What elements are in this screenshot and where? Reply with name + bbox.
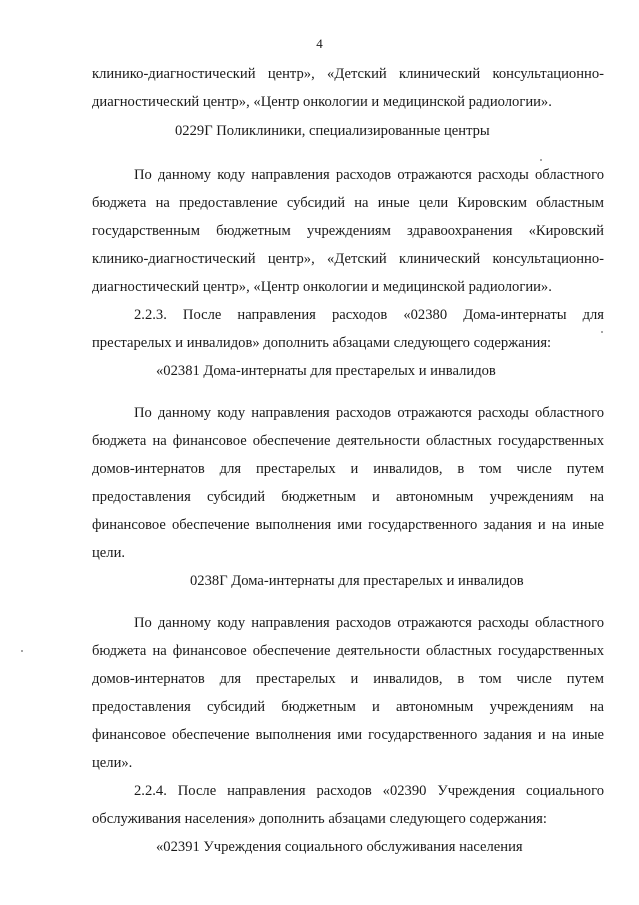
text-line: домов-интернатов для престарелых и инвалидов, в том числе путем (92, 461, 604, 477)
text-line: цели». (92, 755, 133, 771)
text-line: По данному коду направления расходов отражаются расходы областного (134, 615, 604, 631)
text-line: клинико-диагностический центр», «Детский клинический консультационно- (92, 251, 604, 267)
scan-speck (540, 159, 542, 161)
text-line: государственным бюджетным учреждениям здравоохранения «Кировский (92, 223, 604, 239)
text-line: бюджета на финансовое обеспечение деятельности областных государственных (92, 433, 604, 449)
scan-speck (601, 331, 603, 333)
text-line: По данному коду направления расходов отражаются расходы областного (134, 405, 604, 421)
page-number: 4 (316, 36, 323, 51)
text-line: обслуживания населения» дополнить абзацами следующего содержания: (92, 811, 547, 827)
text-line: бюджета на финансовое обеспечение деятельности областных государственных (92, 643, 604, 659)
text-line: По данному коду направления расходов отражаются расходы областного (134, 167, 604, 183)
text-line: престарелых и инвалидов» дополнить абзацами следующего содержания: (92, 335, 552, 351)
text-line: бюджета на предоставление субсидий на иные цели Кировским областным (92, 195, 604, 211)
scan-speck (21, 650, 23, 652)
text-line: клинико-диагностический центр», «Детский клинический консультационно- (92, 66, 604, 82)
text-line: финансовое обеспечение выполнения ими государственного задания и на иные (92, 517, 604, 533)
text-line: 2.2.4. После направления расходов «02390 Учреждения социального (134, 783, 604, 799)
text-line: финансовое обеспечение выполнения ими государственного задания и на иные (92, 727, 604, 743)
text-line: 2.2.3. После направления расходов «02380 Дома-интернаты для (134, 307, 604, 323)
text-line: предоставления субсидий бюджетным и автономным учреждениям на (92, 489, 604, 505)
section-heading: 0229Г Поликлиники, специализированные центры (175, 123, 490, 139)
section-heading: «02391 Учреждения социального обслуживания населения (156, 839, 523, 855)
text-line: домов-интернатов для престарелых и инвалидов, в том числе путем (92, 671, 604, 687)
text-line: предоставления субсидий бюджетным и автономным учреждениям на (92, 699, 604, 715)
text-line: диагностический центр», «Центр онкологии и медицинской радиологии». (92, 279, 552, 295)
text-line: диагностический центр», «Центр онкологии и медицинской радиологии». (92, 94, 552, 110)
section-heading: «02381 Дома-интернаты для престарелых и инвалидов (156, 363, 496, 379)
section-heading: 0238Г Дома-интернаты для престарелых и инвалидов (190, 573, 524, 589)
text-line: цели. (92, 545, 126, 561)
